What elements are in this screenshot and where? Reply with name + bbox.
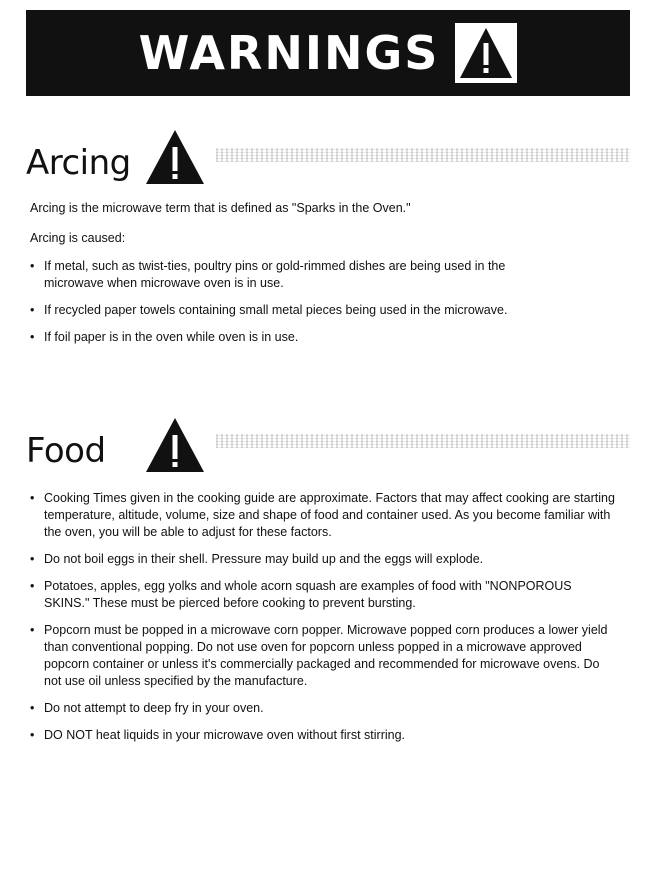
warning-triangle-icon xyxy=(144,128,206,186)
list-item: • Popcorn must be popped in a microwave corn popper. Microwave popped corn produces a lower yield than conventional popping. Do not use oven for popcorn unless popped in a microwave approved popcorn container or unless it's commercially packaged and recommended for microwave ovens. Do not use oil unless specified by the manufacture. xyxy=(30,622,620,690)
arcing-heading-row xyxy=(26,116,630,186)
list-item: • Do not attempt to deep fry in your oven. xyxy=(30,700,620,717)
arcing-caused-label: Arcing is caused: xyxy=(30,231,126,245)
list-item: • If recycled paper towels containing small metal pieces being used in the microwave. xyxy=(30,302,530,319)
list-item: • Cooking Times given in the cooking guide are approximate. Factors that may affect cooking are starting temperature, altitude, volume, size and shape of food and container used. As you become familiar with the oven, you will be able to adjust for these factors. xyxy=(30,490,620,541)
arcing-definition: Arcing is the microwave term that is defined as "Sparks in the Oven." xyxy=(30,201,411,215)
food-bullet-list xyxy=(30,490,620,754)
list-item: • Do not boil eggs in their shell. Pressure may build up and the eggs will explode. xyxy=(30,551,620,568)
arcing-heading: Arcing xyxy=(26,143,131,183)
warnings-banner xyxy=(26,10,630,96)
list-item: • Potatoes, apples, egg yolks and whole acorn squash are examples of food with "NONPOROUS SKINS." These must be pierced before cooking to prevent bursting. xyxy=(30,578,620,612)
list-item: • DO NOT heat liquids in your microwave oven without first stirring. xyxy=(30,727,620,744)
list-item: • If metal, such as twist-ties, poultry pins or gold-rimmed dishes are being used in the microwave when microwave oven is in use. xyxy=(30,258,530,292)
warning-triangle-icon xyxy=(144,416,206,474)
list-item: • If foil paper is in the oven while oven is in use. xyxy=(30,329,530,346)
food-heading-row xyxy=(26,404,630,474)
heading-texture xyxy=(216,148,630,162)
arcing-bullet-list xyxy=(30,258,530,356)
warning-triangle-icon xyxy=(455,23,517,83)
heading-texture xyxy=(216,434,630,448)
banner-title: WARNINGS xyxy=(138,26,440,80)
food-heading: Food xyxy=(26,431,106,471)
